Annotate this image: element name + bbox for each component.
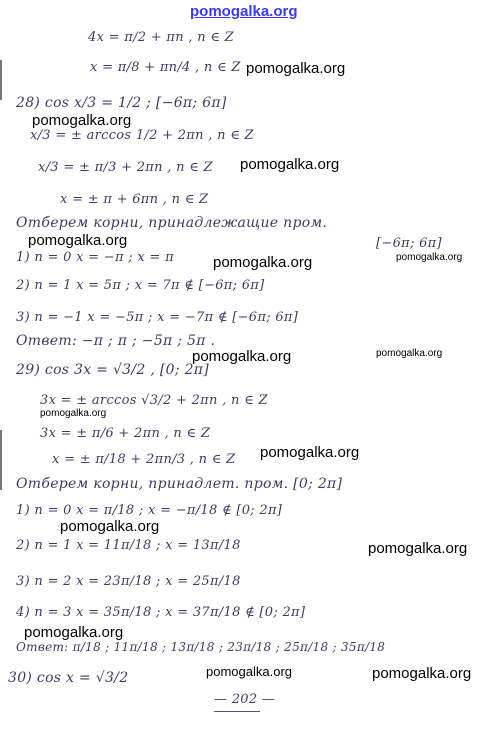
watermark: pomogalka.org xyxy=(32,112,132,129)
equation-line-2: x = π/8 + πn/4 , n ∈ Z xyxy=(90,60,241,75)
case-n0: 1) n = 0 x = −π ; x = π xyxy=(16,250,174,265)
watermark: pomogalka.org xyxy=(372,665,472,682)
page-number: — 202 — xyxy=(214,692,276,707)
watermark: pomogalka.org xyxy=(192,348,292,365)
watermark: pomogalka.org xyxy=(28,232,128,249)
scan-edge-mark xyxy=(0,60,2,100)
watermark: pomogalka.org xyxy=(40,408,107,419)
case-n-minus-1: 3) n = −1 x = −5π ; x = −7π ∉ [−6π; 6π] xyxy=(16,310,299,325)
case-29-n0: 1) n = 0 x = π/18 ; x = −π/18 ∉ [0; 2π] xyxy=(16,503,283,518)
equation-line-15: 3x = ± π/6 + 2πn , n ∈ Z xyxy=(40,426,211,441)
watermark: pomogalka.org xyxy=(206,664,292,679)
equation-line-16: x = ± π/18 + 2πn/3 , n ∈ Z xyxy=(52,452,236,467)
watermark: pomogalka.org xyxy=(396,252,463,263)
watermark: pomogalka.org xyxy=(368,540,468,557)
select-roots-heading-29: Отберем корни, принадлет. пром. [0; 2π] xyxy=(16,476,343,492)
watermark: pomogalka.org xyxy=(60,518,160,535)
select-roots-heading: Отберем корни, принадлежащие пром. xyxy=(16,215,328,231)
watermark: pomogalka.org xyxy=(213,254,313,271)
answer-29: Ответ: π/18 ; 11π/18 ; 13π/18 ; 23π/18 ; 25π/18 ; 35π/18 xyxy=(16,640,386,654)
watermark-header[interactable]: pomogalka.org xyxy=(190,3,298,20)
equation-line-4: x/3 = ± arccos 1/2 + 2πn , n ∈ Z xyxy=(30,128,254,143)
watermark: pomogalka.org xyxy=(260,444,360,461)
problem-28-header: 28) cos x/3 = 1/2 ; [−6π; 6π] xyxy=(16,95,227,111)
watermark: pomogalka.org xyxy=(240,156,340,173)
problem-29-header: 29) cos 3x = √3/2 , [0; 2π] xyxy=(16,362,210,378)
page-number-underline xyxy=(214,711,260,712)
case-29-n3: 4) n = 3 x = 35π/18 ; x = 37π/18 ∉ [0; 2π] xyxy=(16,605,306,620)
equation-line-14: 3x = ± arccos √3/2 + 2πn , n ∈ Z xyxy=(40,393,268,408)
problem-30-header: 30) cos x = √3/2 xyxy=(8,670,129,686)
equation-line-1: 4x = π/2 + πn , n ∈ Z xyxy=(88,30,235,45)
watermark: pomogalka.org xyxy=(24,624,124,641)
case-n1: 2) n = 1 x = 5π ; x = 7π ∉ [−6π; 6π] xyxy=(16,278,265,293)
equation-line-6: x = ± π + 6πn , n ∈ Z xyxy=(60,192,209,207)
answer-28: Ответ: −π ; π ; −5π ; 5π . xyxy=(16,333,216,349)
case-29-n1: 2) n = 1 x = 11π/18 ; x = 13π/18 xyxy=(16,538,241,553)
equation-line-5: x/3 = ± π/3 + 2πn , n ∈ Z xyxy=(38,160,213,175)
watermark: pomogalka.org xyxy=(376,348,443,359)
interval-label: [−6π; 6π] xyxy=(376,236,442,251)
scan-edge-mark xyxy=(0,430,2,490)
case-29-n2: 3) n = 2 x = 23π/18 ; x = 25π/18 xyxy=(16,574,241,589)
watermark: pomogalka.org xyxy=(246,60,346,77)
